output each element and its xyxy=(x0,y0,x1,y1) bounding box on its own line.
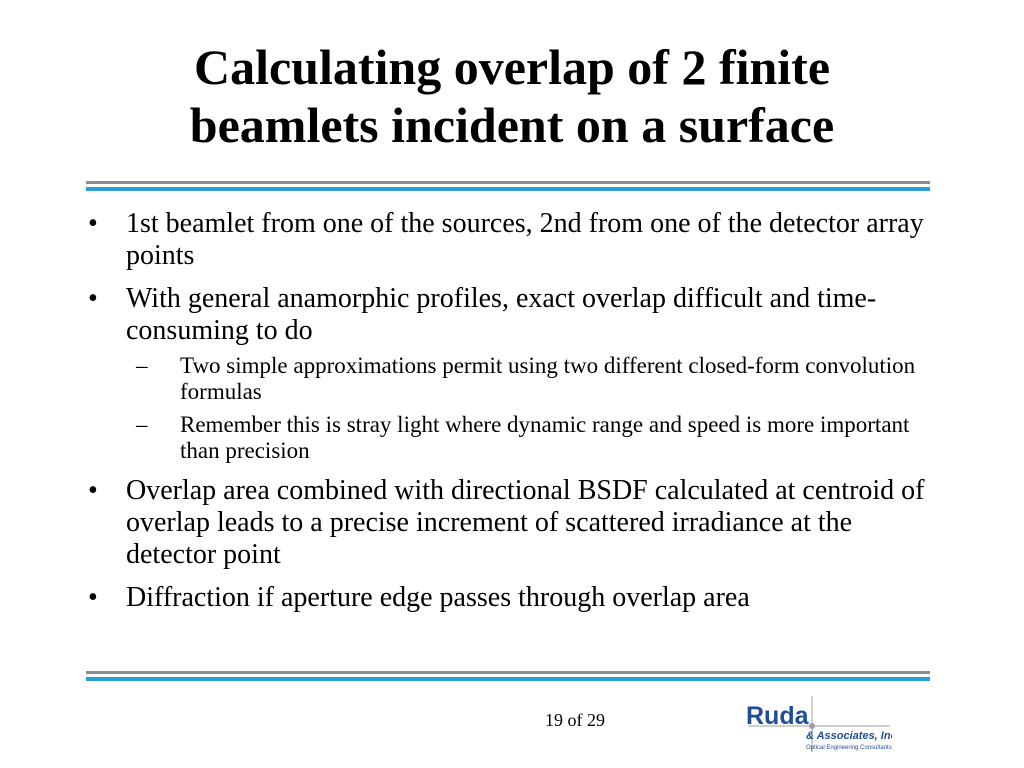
slide-title xyxy=(0,38,1024,154)
bullet-mark: • xyxy=(88,582,98,613)
sub-bullet-mark: – xyxy=(136,353,148,378)
bullet-item xyxy=(88,208,948,272)
sub-bullet-text: Two simple approximations permit using two different closed-form convolution formulas xyxy=(180,353,916,404)
bullet-text: 1st beamlet from one of the sources, 2nd from one of the detector array points xyxy=(126,208,924,271)
title-line-2: beamlets incident on a surface xyxy=(189,97,835,153)
bullet-mark: • xyxy=(88,283,98,314)
logo-sub: & Associates, Inc. xyxy=(806,730,892,742)
page-number: 19 of 29 xyxy=(545,710,605,730)
ruda-logo-icon xyxy=(742,694,892,754)
bullet-item xyxy=(88,475,948,571)
sub-bullet-item xyxy=(136,412,948,464)
slide-body xyxy=(88,208,948,625)
company-logo xyxy=(742,694,892,754)
footer-divider xyxy=(86,671,930,681)
bullet-text: Overlap area combined with directional BSDF calculated at centroid of overlap leads to a precise increment of scattered irradiance at the detector point xyxy=(126,475,925,570)
bullet-item xyxy=(88,582,948,614)
bullet-item xyxy=(88,283,948,464)
title-divider xyxy=(86,181,930,191)
title-line-1: Calculating overlap of 2 finite xyxy=(193,39,831,95)
bullet-text: Diffraction if aperture edge passes through overlap area xyxy=(126,582,750,613)
sub-bullet-list xyxy=(126,353,948,464)
sub-bullet-item xyxy=(136,353,948,405)
bullet-text: With general anamorphic profiles, exact overlap difficult and time-consuming to do xyxy=(126,283,877,346)
bullet-mark: • xyxy=(88,475,98,506)
bullet-list xyxy=(88,208,948,614)
logo-tagline: Optical Engineering Consultants xyxy=(806,745,892,751)
sub-bullet-text: Remember this is stray light where dynamic range and speed is more important than precision xyxy=(180,412,910,463)
bullet-mark: • xyxy=(88,208,98,239)
logo-brand: Ruda xyxy=(746,702,809,730)
sub-bullet-mark: – xyxy=(136,412,148,437)
